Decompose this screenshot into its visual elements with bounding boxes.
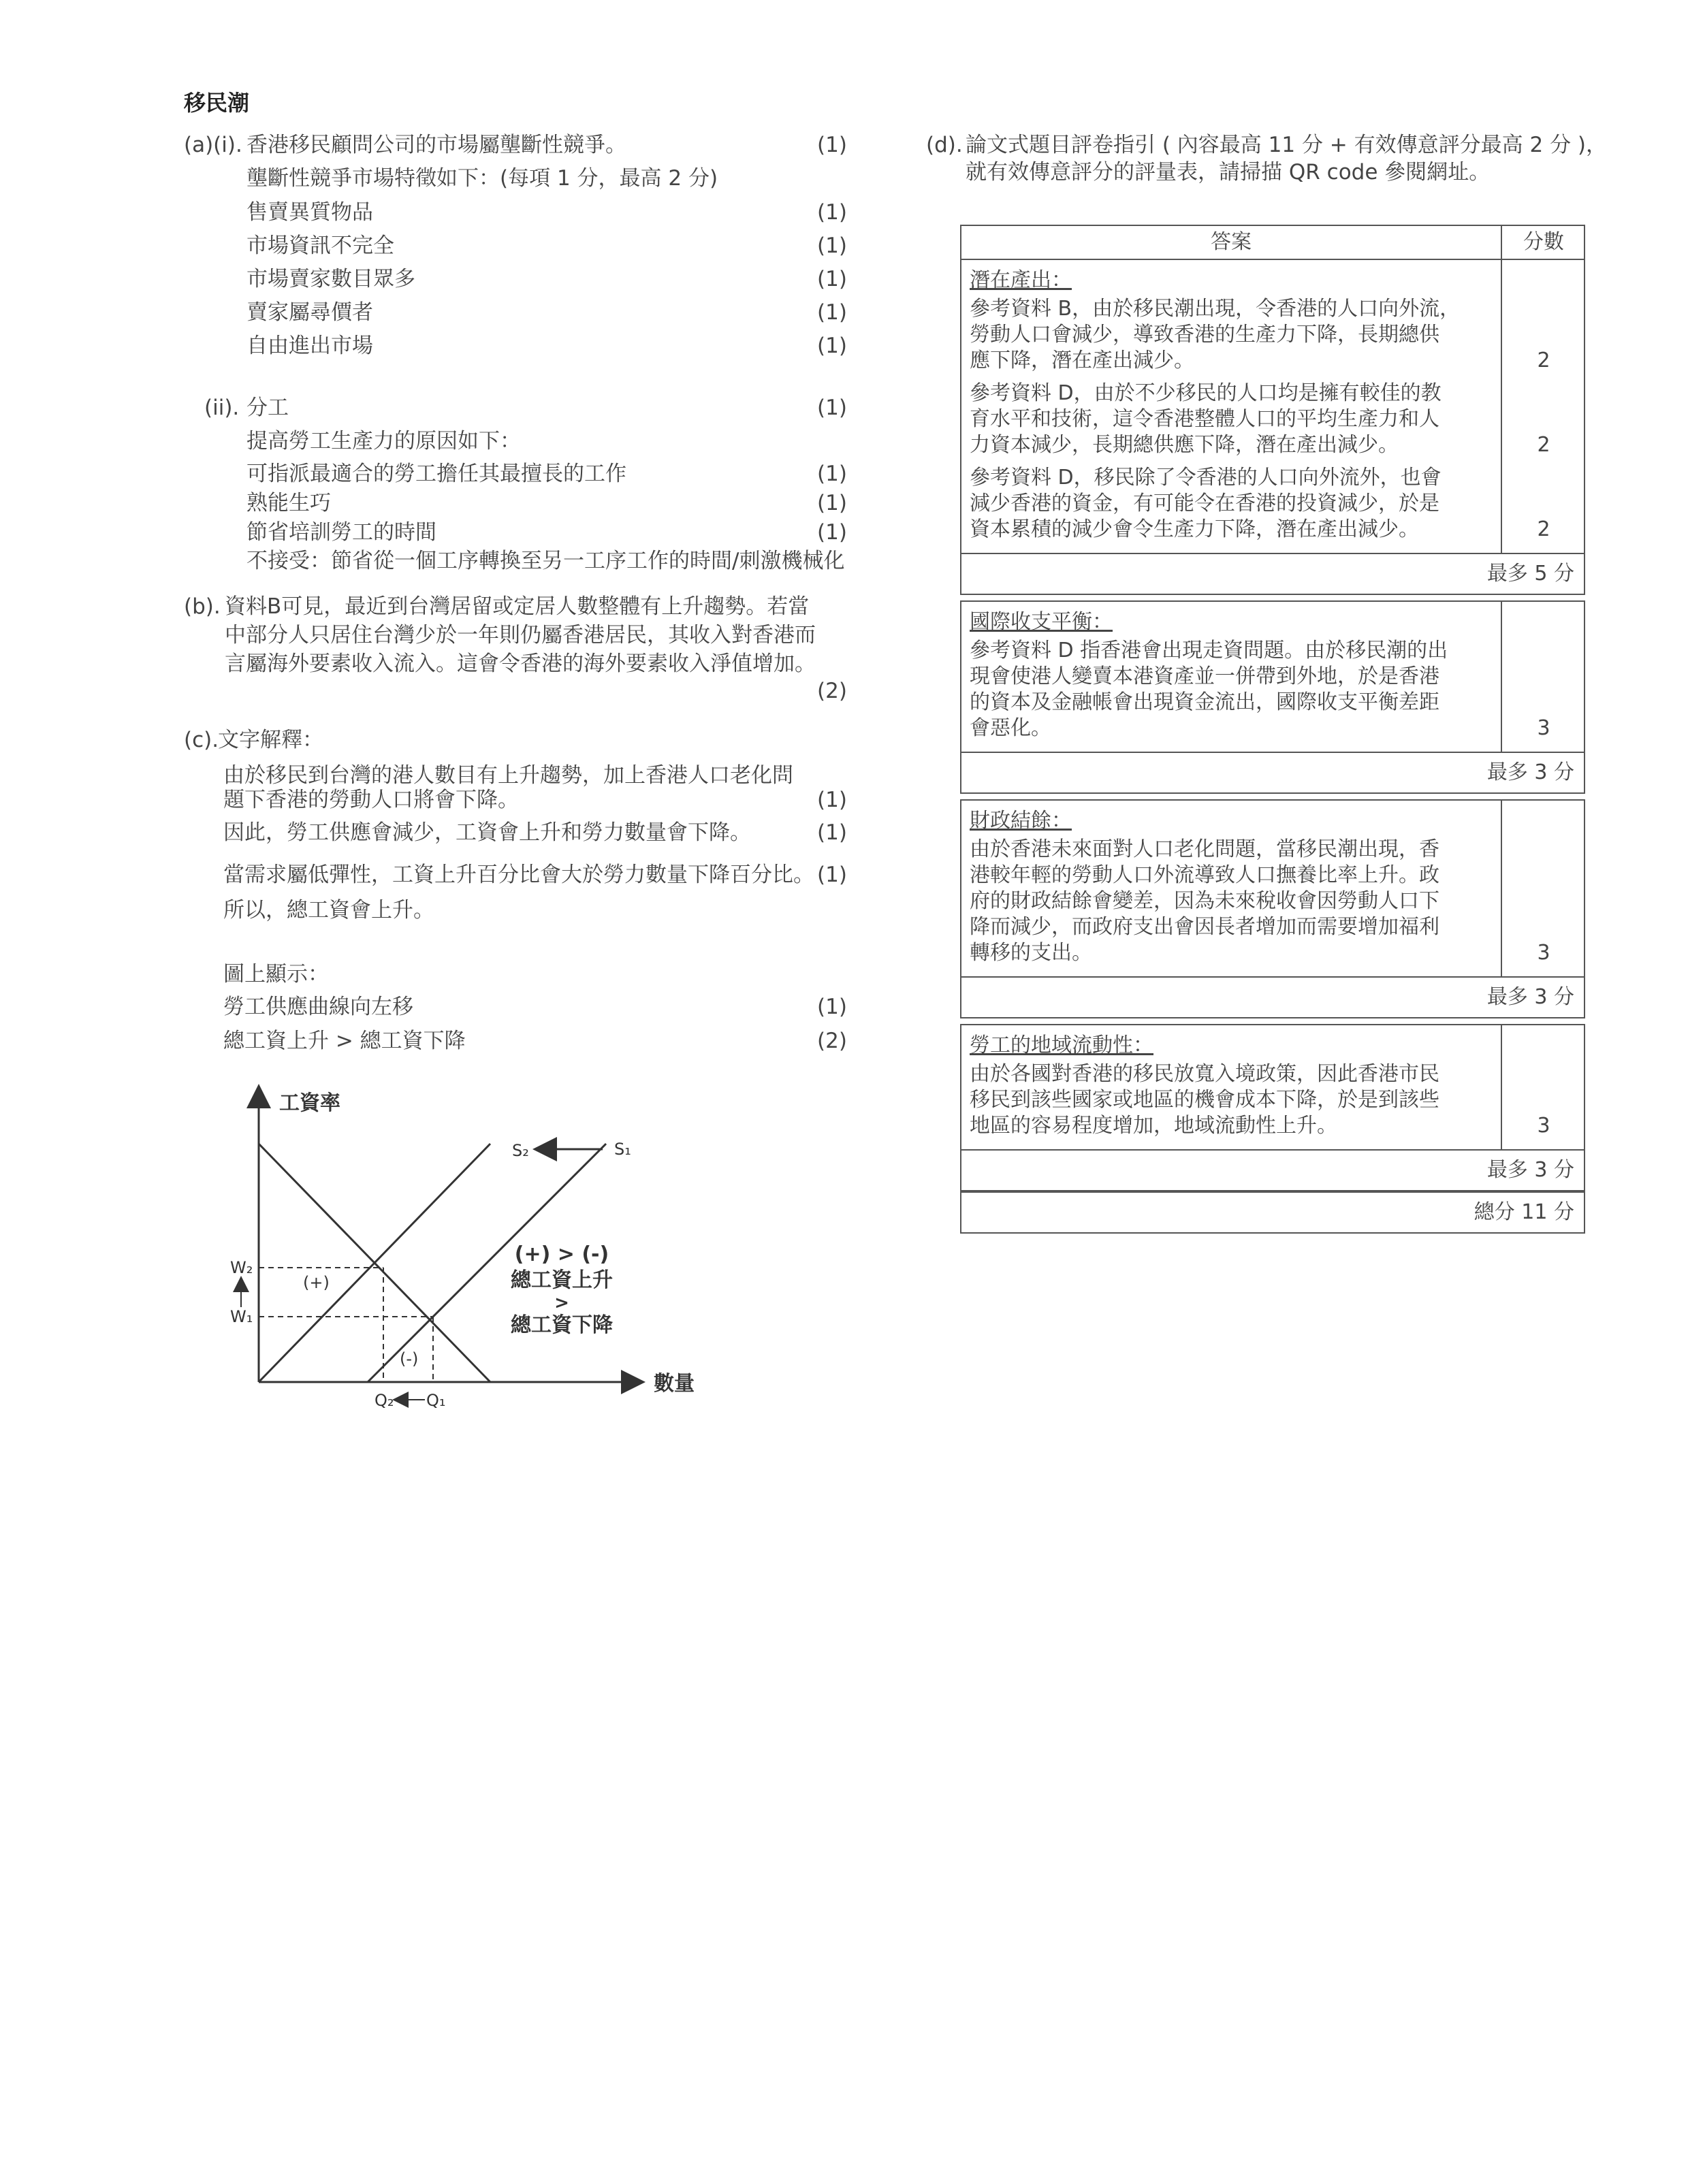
section-line: 育水平和技術，這令香港整體人口的平均生產力和人 — [970, 407, 1439, 431]
question-a-ii-text: 分工 — [246, 396, 289, 420]
diagram-heading: 圖上顯示： — [223, 962, 329, 986]
section-score: 2 — [1537, 349, 1550, 372]
section-max: 最多 3 分 — [1486, 1158, 1574, 1182]
section-line: 港較年輕的勞動人口外流導致人口撫養比率上升。政 — [970, 863, 1439, 887]
question-a-ii-label: (ii). — [204, 396, 240, 420]
feature-item: 自由進出市場 — [246, 334, 373, 358]
question-d-label: (d). — [926, 133, 963, 157]
q1-label: Q₁ — [426, 1391, 446, 1410]
section-line: 參考資料 D，移民除了令香港的人口向外流外，也會 — [970, 466, 1442, 489]
diagram-point: 勞工供應曲線向左移 — [223, 995, 413, 1019]
explanation-mark: (1) — [817, 863, 847, 887]
section-score: 2 — [1537, 517, 1550, 541]
feature-item: 賣家屬尋價者 — [246, 300, 373, 325]
s1-label: S₁ — [614, 1140, 631, 1159]
feature-mark: (1) — [817, 334, 847, 358]
labour-market-diagram — [218, 1082, 722, 1423]
reason-item: 節省培訓勞工的時間 — [246, 520, 436, 545]
section-score: 3 — [1537, 941, 1550, 965]
s2-label: S₂ — [512, 1141, 529, 1160]
question-c-heading: 文字解釋： — [218, 728, 323, 752]
section-line: 現會使港人變賣本港資產並一併帶到外地，於是香港 — [970, 664, 1439, 688]
reasons-intro: 提高勞工生產力的原因如下： — [246, 429, 521, 453]
not-accepted-note: 不接受：節省從一個工序轉換至另一工序工作的時間/刺激機械化 — [246, 549, 845, 573]
section-score: 3 — [1537, 716, 1550, 740]
features-intro: 壟斷性競爭市場特徵如下：(每項 1 分，最高 2 分) — [246, 166, 718, 191]
diagram-point: 總工資上升 > 總工資下降 — [223, 1029, 466, 1053]
y-axis-label: 工資率 — [279, 1091, 340, 1115]
question-b-line: 資料B可見，最近到台灣居留或定居人數整體有上升趨勢。若當 — [225, 594, 810, 619]
annotation-line-4: 總工資下降 — [511, 1313, 613, 1337]
explanation-mark: (1) — [817, 820, 847, 845]
section-line: 移民到該些國家或地區的機會成本下降，於是到該些 — [970, 1088, 1439, 1112]
section-line: 轉移的支出。 — [970, 941, 1092, 965]
table-header-score: 分數 — [1523, 230, 1564, 254]
question-b-mark: (2) — [817, 679, 847, 703]
section-line: 參考資料 D 指香港會出現走資問題。由於移民潮的出 — [970, 639, 1448, 662]
explanation-line: 當需求屬低彈性，工資上升百分比會大於勞力數量下降百分比。 — [223, 863, 814, 887]
question-a-i-label: (a)(i). — [184, 133, 242, 157]
section-score: 3 — [1537, 1114, 1550, 1138]
reason-mark: (1) — [817, 462, 847, 486]
feature-item: 市場賣家數目眾多 — [246, 267, 415, 291]
annotation-line-1: (+) > (-) — [514, 1242, 609, 1266]
diagram-point-mark: (2) — [817, 1029, 847, 1053]
section-line: 府的財政結餘會變差，因為未來稅收會因勞動人口下 — [970, 889, 1439, 913]
feature-item: 市場資訊不完全 — [246, 234, 394, 258]
q2-label: Q₂ — [375, 1391, 394, 1410]
section-line: 應下降，潛在產出減少。 — [970, 349, 1194, 372]
section-title: 潛在產出： — [970, 268, 1072, 292]
section-title: 國際收支平衡： — [970, 610, 1113, 634]
table-header-answer: 答案 — [1211, 230, 1252, 254]
section-line: 參考資料 B，由於移民潮出現，令香港的人口向外流， — [970, 297, 1461, 321]
section-line: 由於各國對香港的移民放寬入境政策，因此香港市民 — [970, 1062, 1439, 1086]
question-a-i-mark: (1) — [817, 133, 847, 157]
feature-mark: (1) — [817, 234, 847, 258]
w2-label: W₂ — [230, 1258, 253, 1277]
annotation-line-3: > — [554, 1293, 569, 1313]
table-score-cell — [1501, 259, 1585, 554]
section-line: 地區的容易程度增加，地域流動性上升。 — [970, 1114, 1337, 1138]
question-b-label: (b). — [184, 594, 221, 619]
section-title: 勞工的地域流動性： — [970, 1033, 1153, 1057]
reason-mark: (1) — [817, 491, 847, 515]
section-max: 最多 3 分 — [1486, 985, 1574, 1009]
feature-mark: (1) — [817, 300, 847, 325]
section-line: 減少香港的資金，有可能令在香港的投資減少，於是 — [970, 492, 1439, 515]
annotation-line-2: 總工資上升 — [511, 1268, 613, 1292]
feature-item: 售賣異質物品 — [246, 200, 373, 225]
x-axis-label: 數量 — [654, 1372, 695, 1396]
plus-area-label: (+) — [303, 1273, 330, 1292]
section-line: 勞動人口會減少，導致香港的生產力下降，長期總供 — [970, 323, 1439, 347]
explanation-mark: (1) — [817, 788, 847, 812]
diagram-point-mark: (1) — [817, 995, 847, 1019]
explanation-line: 題下香港的勞動人口將會下降。 — [223, 788, 519, 812]
feature-mark: (1) — [817, 200, 847, 225]
section-line: 會惡化。 — [970, 716, 1051, 740]
section-line: 參考資料 D，由於不少移民的人口均是擁有較佳的教 — [970, 381, 1442, 405]
question-d-line-1: 論文式題目評卷指引 ( 內容最高 11 分 + 有效傳意評分最高 2 分 )， — [966, 133, 1608, 157]
section-line: 力資本減少，長期總供應下降，潛在產出減少。 — [970, 433, 1399, 457]
section-title: 財政結餘： — [970, 809, 1072, 833]
w1-label: W₁ — [230, 1307, 253, 1326]
minus-area-label: (-) — [400, 1349, 419, 1368]
question-a-i-text: 香港移民顧問公司的市場屬壟斷性競爭。 — [246, 133, 626, 157]
question-b-line: 言屬海外要素收入流入。這會令香港的海外要素收入淨值增加。 — [225, 652, 816, 676]
explanation-line: 所以，總工資會上升。 — [223, 898, 434, 922]
feature-mark: (1) — [817, 267, 847, 291]
section-line: 降而減少，而政府支出會因長者增加而需要增加福利 — [970, 915, 1439, 939]
question-d-line-2: 就有效傳意評分的評量表，請掃描 QR code 參閱網址。 — [966, 160, 1491, 184]
reason-mark: (1) — [817, 520, 847, 545]
question-b-line: 中部分人只居住台灣少於一年則仍屬香港居民，其收入對香港而 — [225, 623, 816, 647]
section-line: 由於香港未來面對人口老化問題，當移民潮出現，香 — [970, 837, 1439, 861]
table-total: 總分 11 分 — [1474, 1200, 1574, 1224]
explanation-line: 由於移民到台灣的港人數目有上升趨勢，加上香港人口老化問 — [223, 763, 793, 788]
section-max: 最多 5 分 — [1486, 562, 1574, 585]
section-max: 最多 3 分 — [1486, 760, 1574, 784]
question-a-ii-mark: (1) — [817, 396, 847, 420]
reason-item: 熟能生巧 — [246, 491, 331, 515]
reason-item: 可指派最適合的勞工擔任其最擅長的工作 — [246, 462, 626, 486]
section-line: 的資本及金融帳會出現資金流出，國際收支平衡差距 — [970, 690, 1439, 714]
page-heading: 移民潮 — [184, 90, 250, 116]
section-line: 資本累積的減少會令生產力下降，潛在產出減少。 — [970, 517, 1419, 541]
question-c-label: (c). — [184, 728, 219, 752]
section-score: 2 — [1537, 433, 1550, 457]
explanation-line: 因此，勞工供應會減少，工資會上升和勞力數量會下降。 — [223, 820, 751, 845]
